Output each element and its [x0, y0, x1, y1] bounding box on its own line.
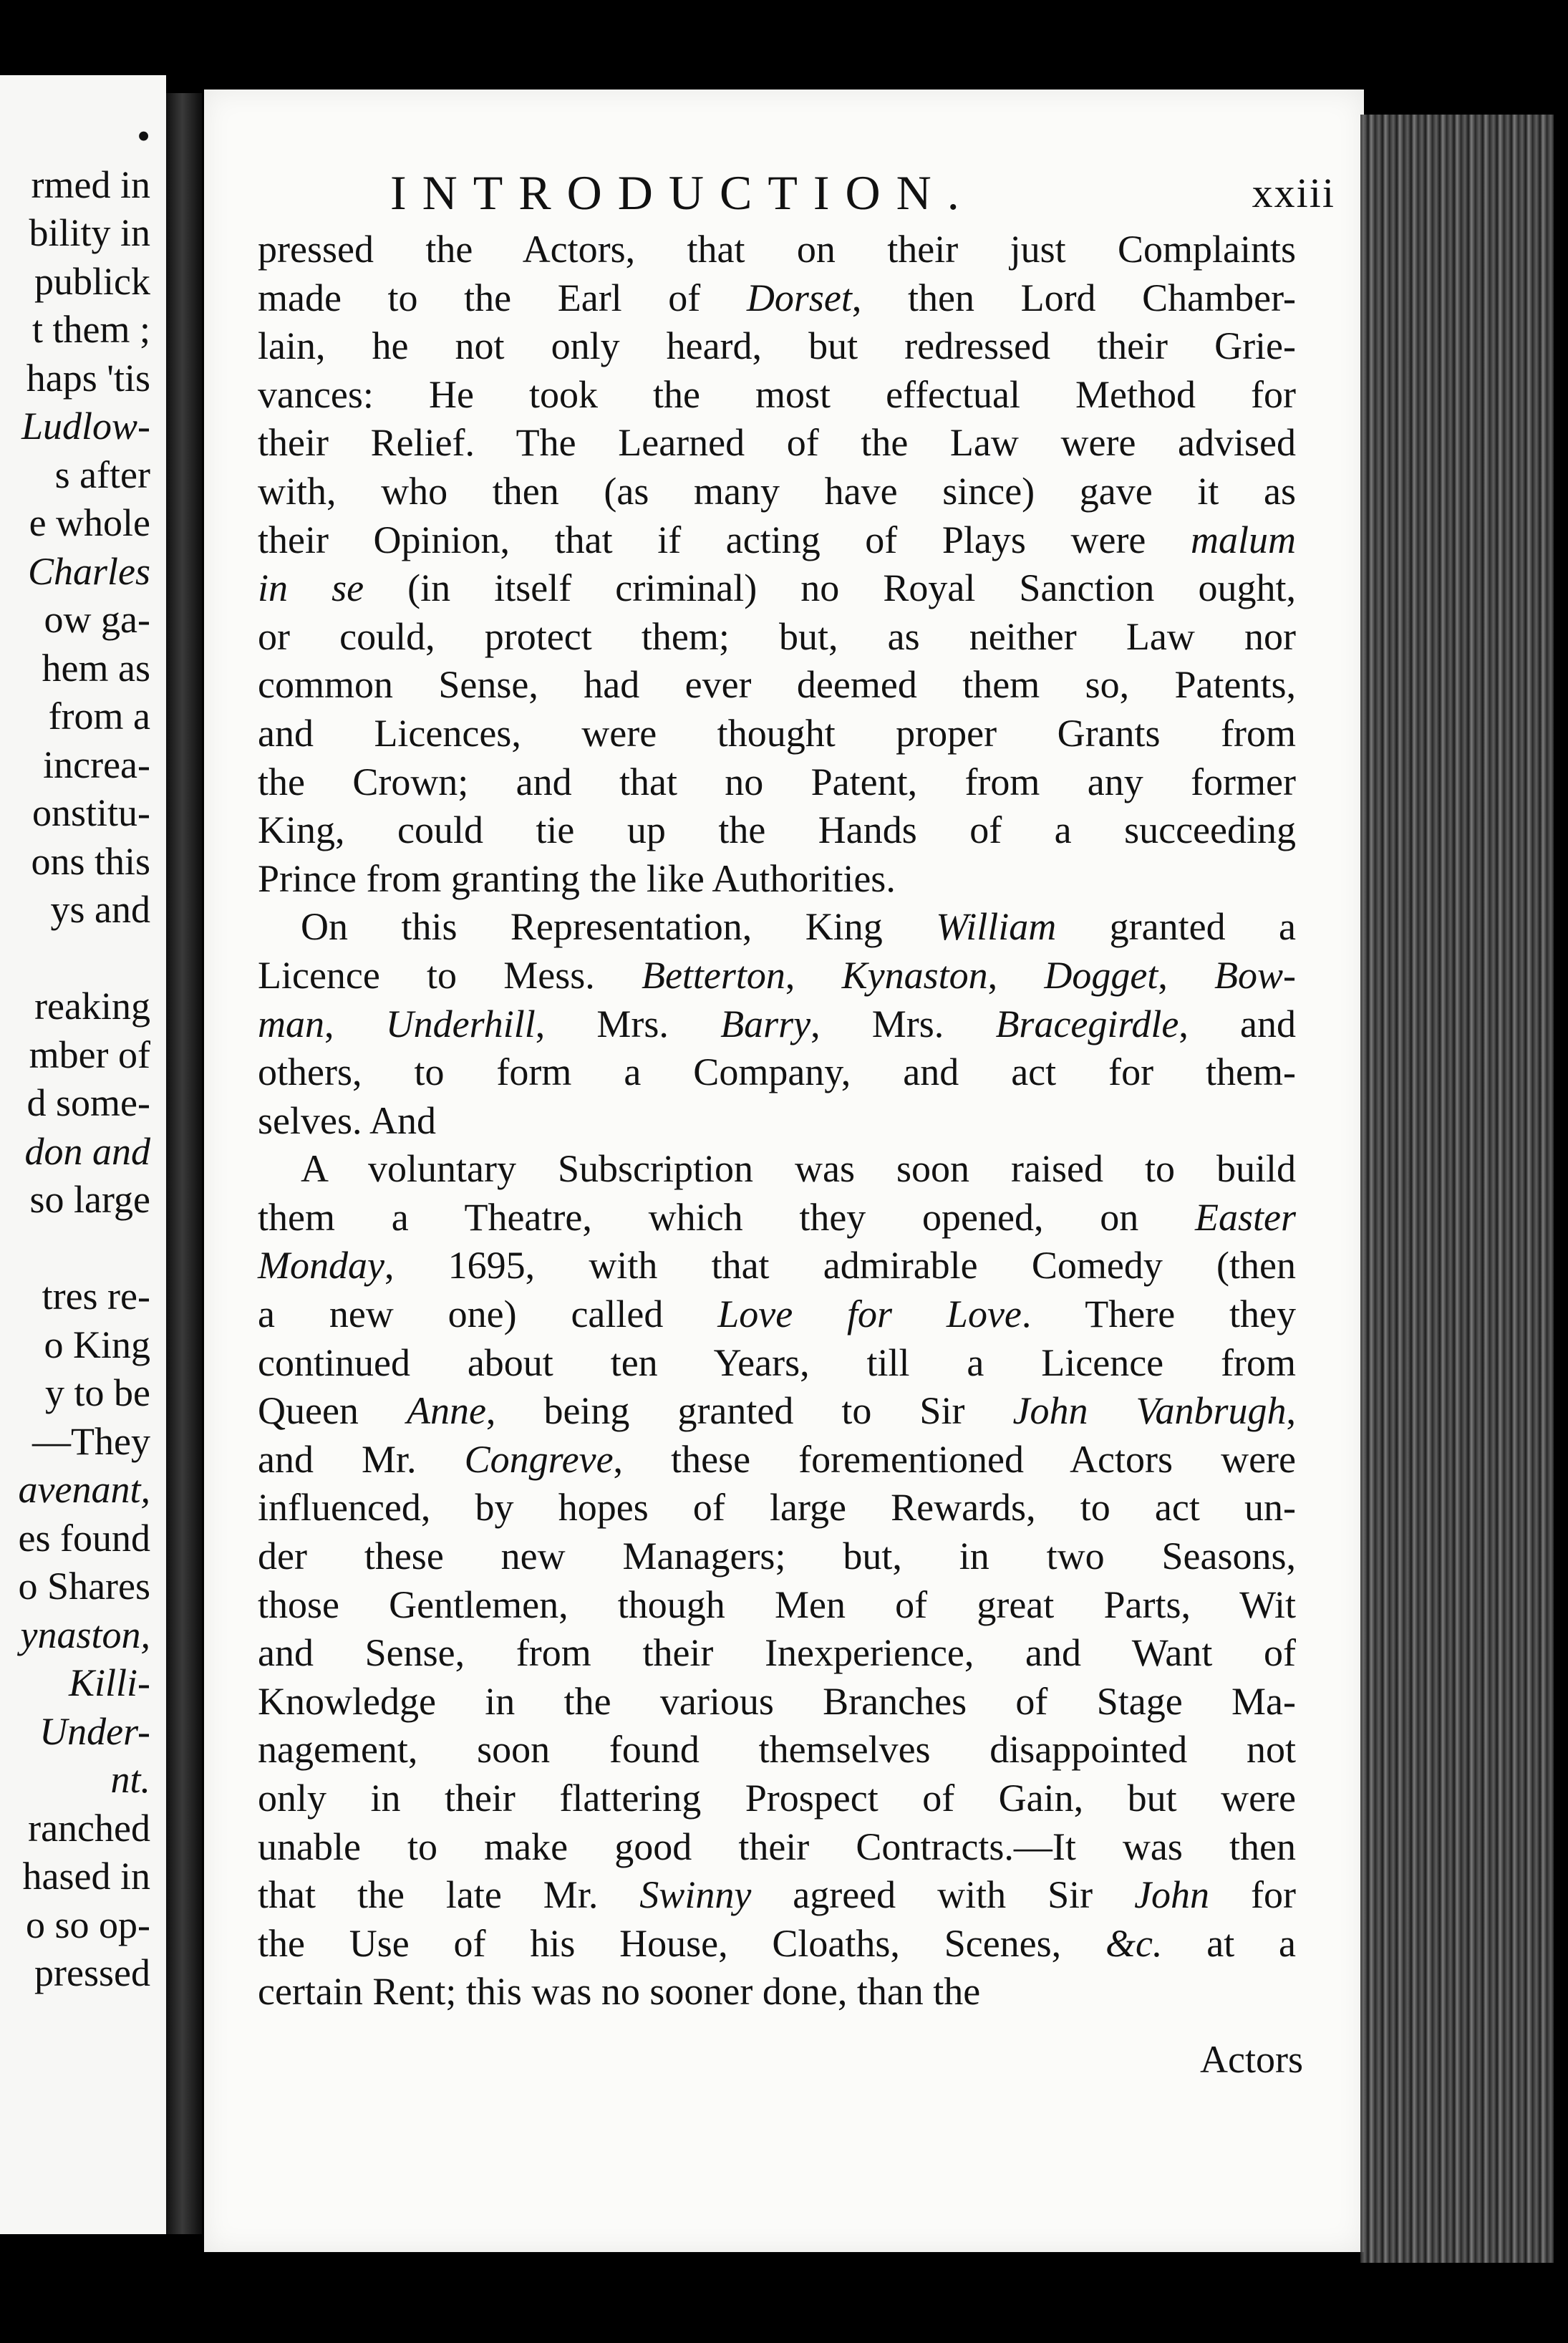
- left-page-line: rmed in: [31, 163, 150, 206]
- text-line: influenced, by hopes of large Rewards, to act un-: [258, 1486, 1296, 1530]
- catchword: Actors: [1200, 2038, 1303, 2081]
- left-page-line: onstitu-: [32, 791, 150, 834]
- left-page-line: hased in: [22, 1855, 150, 1898]
- left-page-line: nt.: [110, 1758, 150, 1801]
- text-line: Knowledge in the various Branches of Stage Ma-: [258, 1679, 1296, 1723]
- text-line: common Sense, had ever deemed them so, Patents,: [258, 663, 1296, 707]
- text-line: unable to make good their Contracts.—It was then: [258, 1825, 1296, 1868]
- text-line: their Opinion, that if acting of Plays were malum: [258, 518, 1296, 561]
- left-page-line: from a: [48, 695, 150, 738]
- text-line: der these new Managers; but, in two Seasons,: [258, 1535, 1296, 1578]
- text-line: man, Underhill, Mrs. Barry, Mrs. Bracegirdle, and: [258, 1002, 1297, 1045]
- left-page-line: don and: [24, 1129, 150, 1173]
- left-page-line: Ludlow-: [21, 405, 150, 448]
- left-page-line: •: [137, 115, 150, 158]
- text-line: and Mr. Congreve, these forementioned Actors were: [258, 1437, 1296, 1481]
- left-page-line: ow ga-: [44, 598, 150, 641]
- left-page-line: publick: [34, 259, 150, 303]
- left-page-line: ranched: [28, 1806, 150, 1850]
- left-page-line: ynaston,: [20, 1613, 150, 1656]
- left-page-line: Killi-: [68, 1661, 150, 1704]
- left-page-line: y to be: [45, 1371, 150, 1414]
- left-page-line: —They: [32, 1419, 150, 1463]
- left-page-line: mber of: [29, 1033, 150, 1076]
- text-line: certain Rent; this was no sooner done, than the: [258, 1970, 981, 2014]
- running-head: [390, 165, 1335, 229]
- left-page-line: t them ;: [32, 308, 150, 351]
- left-page-line: Charles: [27, 549, 150, 593]
- left-page-line: increa-: [43, 743, 150, 786]
- book-page: [204, 90, 1364, 2252]
- left-page-line: o King: [44, 1323, 150, 1366]
- left-page-line: o Shares: [18, 1565, 150, 1608]
- text-line: made to the Earl of Dorset, then Lord Chamber-: [258, 276, 1296, 319]
- text-line: or could, protect them; but, as neither Law nor: [258, 614, 1296, 658]
- text-line: others, to form a Company, and act for them-: [258, 1050, 1296, 1094]
- left-page-line: Under-: [39, 1709, 150, 1753]
- text-line: lain, he not only heard, but redressed their Grie-: [258, 324, 1296, 368]
- left-page-line: ons this: [31, 839, 150, 883]
- left-page-line: hem as: [42, 646, 150, 690]
- text-line: and Sense, from their Inexperience, and Want of: [258, 1631, 1296, 1675]
- body-text: [258, 226, 1296, 2016]
- text-line: only in their flattering Prospect of Gain, but were: [258, 1777, 1296, 1820]
- text-line: the Use of his House, Cloaths, Scenes, &c. at a: [258, 1921, 1296, 1965]
- text-line: in se (in itself criminal) no Royal Sanction ought,: [258, 566, 1296, 610]
- text-line: and Licences, were thought proper Grants from: [258, 711, 1296, 755]
- text-line: that the late Mr. Swinny agreed with Sir John for: [258, 1873, 1296, 1917]
- text-line: Monday, 1695, with that admirable Comedy (then: [258, 1244, 1296, 1288]
- left-page-line: o so op-: [26, 1903, 150, 1946]
- text-line: Licence to Mess. Betterton, Kynaston, Dogget, Bow-: [258, 953, 1297, 997]
- book-gutter: [166, 93, 202, 2234]
- left-page-line: d some-: [26, 1081, 150, 1124]
- text-line: continued about ten Years, till a Licence from: [258, 1340, 1296, 1384]
- text-line: with, who then (as many have since) gave it as: [258, 469, 1296, 513]
- text-line: A voluntary Subscription was soon raised to build: [301, 1147, 1296, 1191]
- text-line: Queen Anne, being granted to Sir John Vanbrugh,: [258, 1389, 1296, 1433]
- text-line: them a Theatre, which they opened, on Easter: [258, 1195, 1296, 1239]
- text-line: those Gentlemen, though Men of great Parts, Wit: [258, 1583, 1296, 1626]
- left-page-line: e whole: [29, 501, 150, 544]
- left-page-line: bility in: [29, 211, 150, 254]
- text-line: a new one) called Love for Love. There they: [258, 1293, 1296, 1336]
- text-line: their Relief. The Learned of the Law were advised: [258, 421, 1296, 465]
- page-edges: [1360, 115, 1554, 2263]
- text-line: nagement, soon found themselves disappointed not: [258, 1728, 1296, 1772]
- text-line: pressed the Actors, that on their just Complaints: [258, 228, 1296, 271]
- text-line: Prince from granting the like Authorities.: [258, 856, 896, 900]
- left-page-line: so large: [29, 1178, 150, 1221]
- left-page-line: haps 'tis: [26, 356, 150, 400]
- left-page-line: es found: [18, 1516, 150, 1560]
- text-line: vances: He took the most effectual Method for: [258, 372, 1296, 416]
- running-head-title: INTRODUCTION.: [390, 165, 975, 220]
- left-page-line: avenant,: [18, 1468, 150, 1511]
- left-page-fragment: [0, 75, 166, 2234]
- left-page-line: pressed: [34, 1951, 150, 1994]
- text-line: selves. And: [258, 1098, 436, 1142]
- text-line: King, could tie up the Hands of a succeeding: [258, 808, 1296, 852]
- page-number: xxiii: [1252, 170, 1335, 216]
- text-line: On this Representation, King William granted a: [301, 905, 1296, 949]
- left-page-line: tres re-: [42, 1275, 150, 1318]
- left-page-line: ys and: [50, 888, 150, 931]
- left-page-line: reaking: [34, 985, 150, 1028]
- text-line: the Crown; and that no Patent, from any former: [258, 760, 1296, 803]
- left-page-line: s after: [54, 453, 150, 496]
